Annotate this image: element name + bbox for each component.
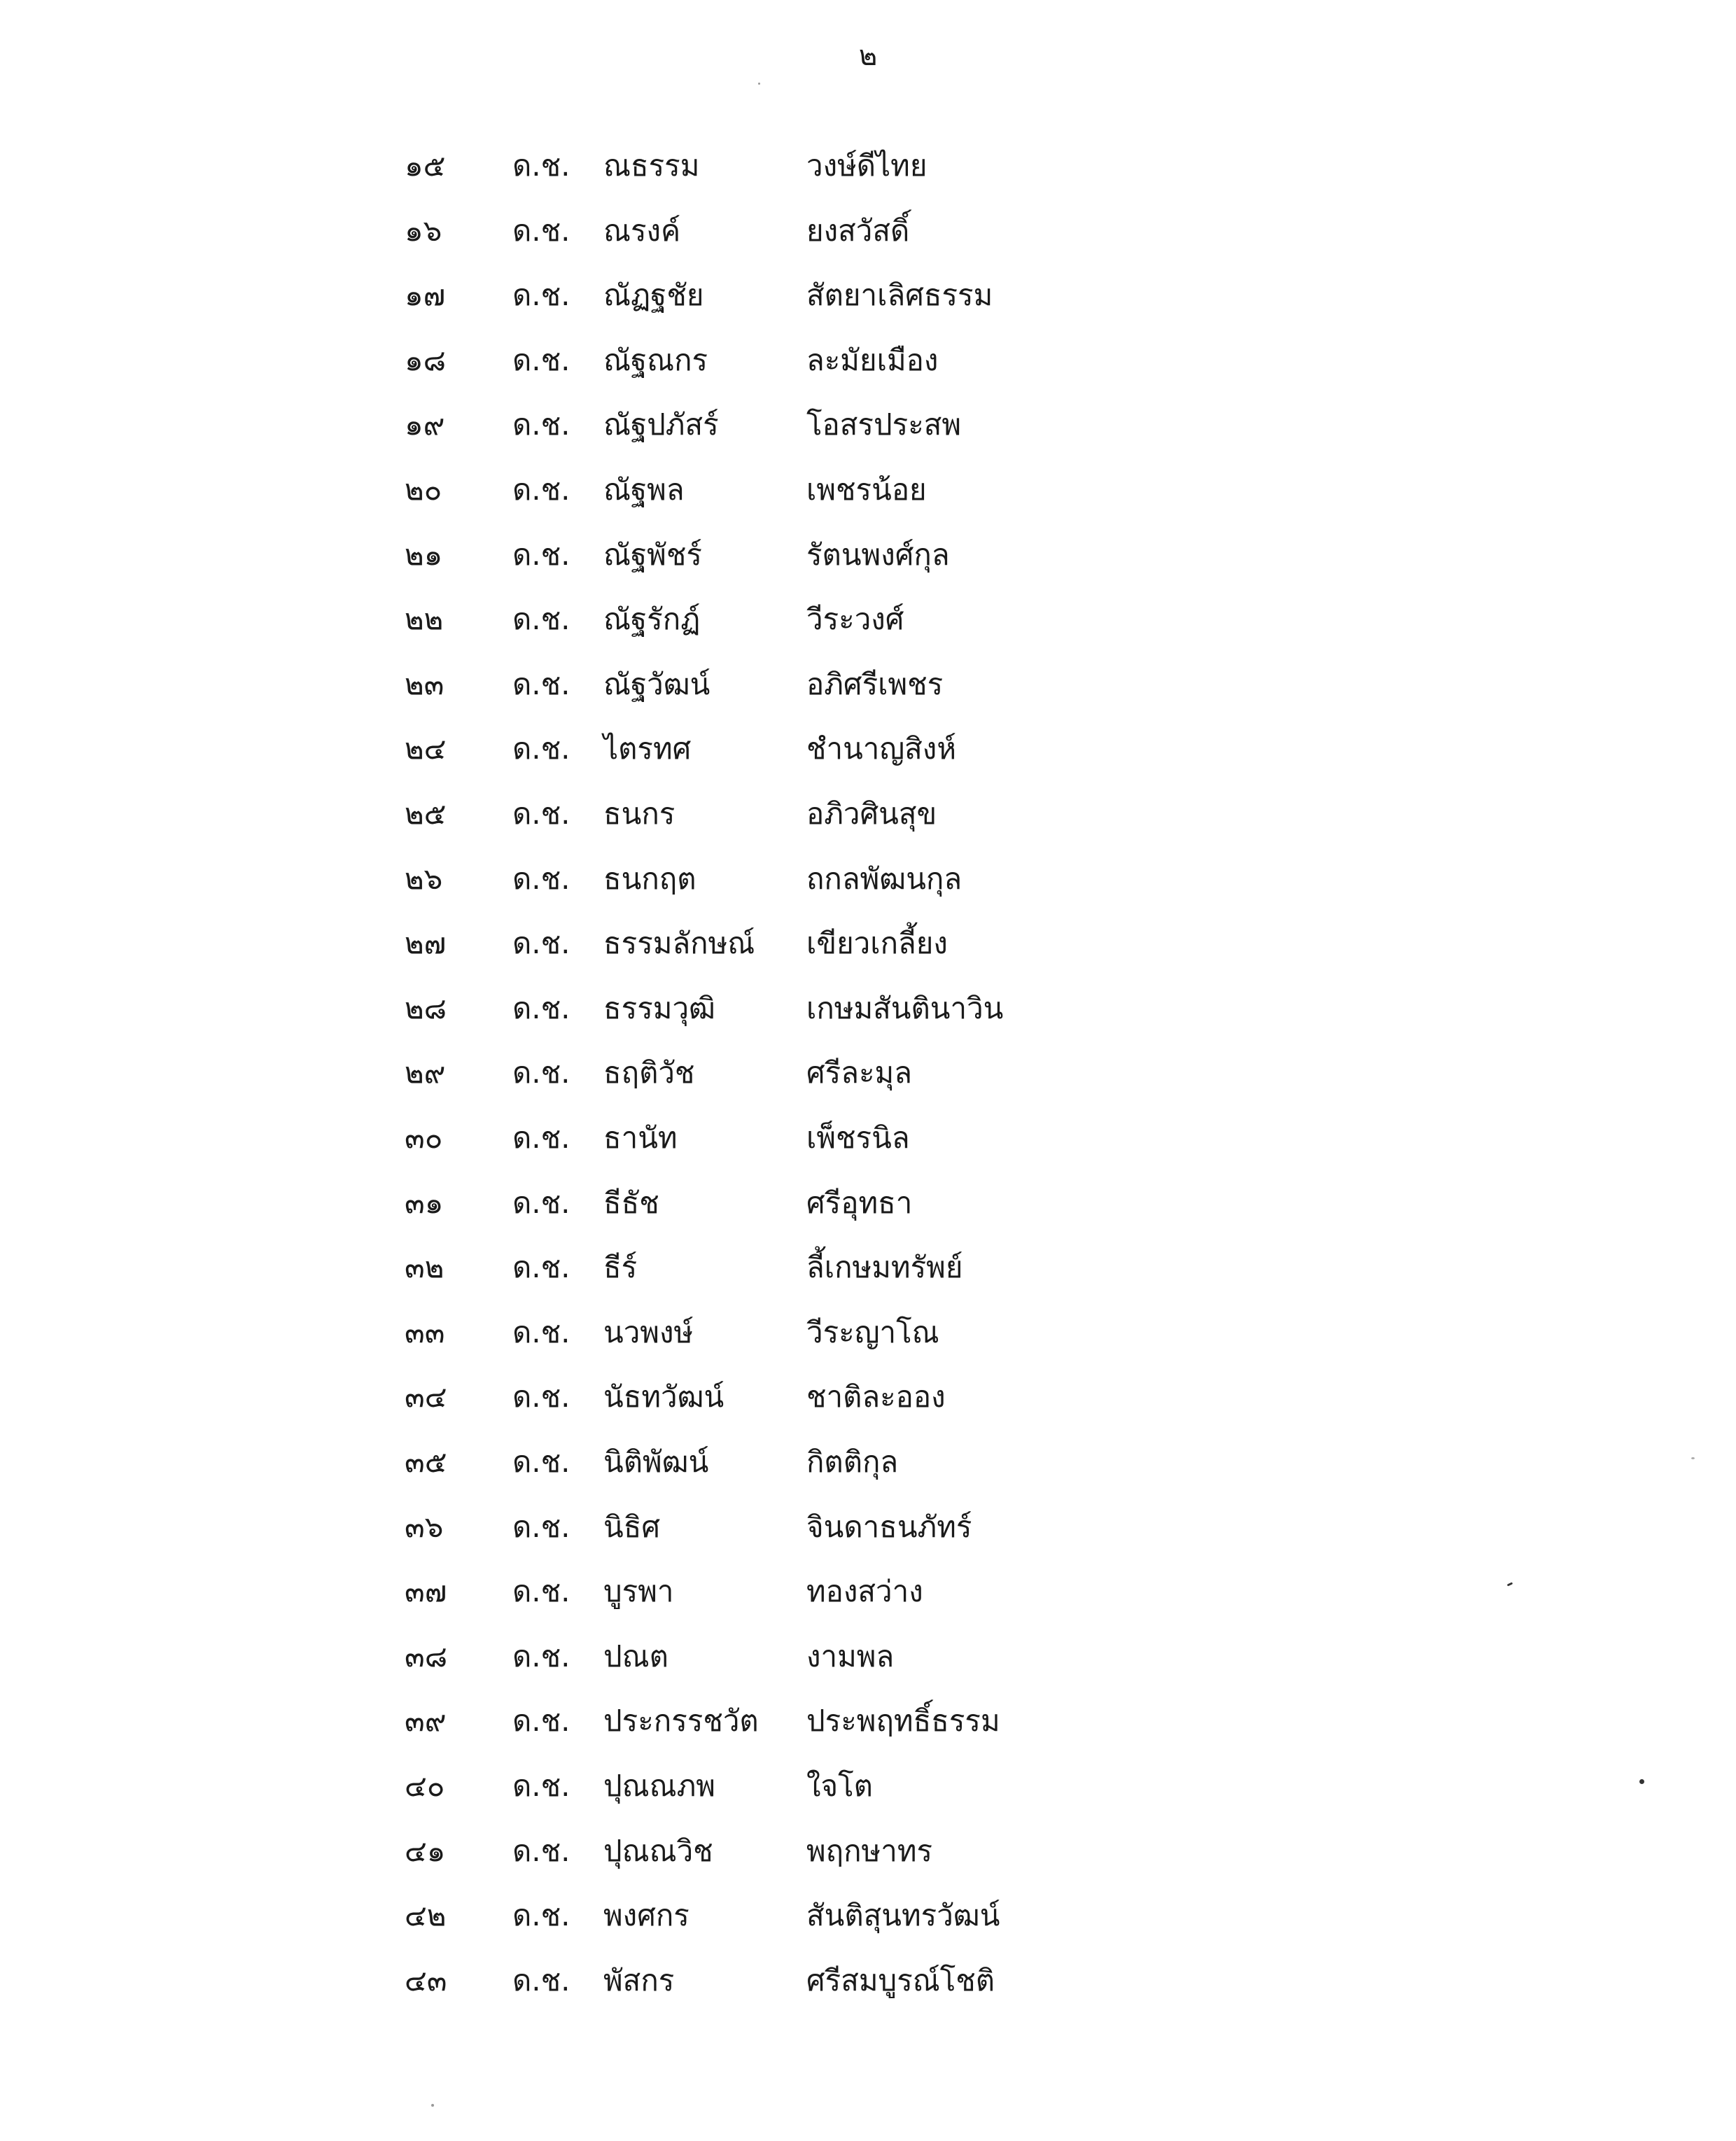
scan-speck: [758, 83, 760, 85]
first-name: ไตรทศ: [603, 731, 692, 766]
first-name: ณัฏฐชัย: [603, 278, 704, 313]
list-item: [0, 138, 1736, 194]
first-name: พงศกร: [603, 1898, 690, 1933]
first-name: ธรรมวุฒิ: [603, 990, 715, 1025]
entry-number: ๒๐: [405, 472, 442, 507]
first-name: ณัฐปภัสร์: [603, 407, 719, 442]
entry-number: ๑๕: [405, 148, 446, 183]
first-name: นัธทวัฒน์: [603, 1380, 724, 1415]
name-prefix: ด.ช.: [512, 537, 570, 572]
name-prefix: ด.ช.: [512, 926, 570, 961]
list-item: [0, 1110, 1736, 1166]
list-item: [0, 1499, 1736, 1555]
list-item: [0, 657, 1736, 713]
first-name: พัสกร: [603, 1963, 675, 1998]
entry-number: ๒๖: [405, 861, 443, 896]
entry-number: ๒๙: [405, 1055, 446, 1090]
list-item: [0, 1175, 1736, 1231]
name-prefix: ด.ช.: [512, 1055, 570, 1090]
entry-number: ๓๒: [405, 1250, 444, 1285]
last-name: ทองสว่าง: [806, 1574, 923, 1609]
first-name: ปณต: [603, 1638, 668, 1673]
last-name: รัตนพงศ์กุล: [806, 537, 950, 572]
entry-number: ๒๕: [405, 796, 447, 831]
list-item: [0, 721, 1736, 777]
entry-number: ๒๘: [405, 990, 447, 1025]
entry-number: ๓๑: [405, 1185, 444, 1220]
list-item: [0, 527, 1736, 583]
last-name: พฤกษาทร: [806, 1833, 933, 1868]
name-prefix: ด.ช.: [512, 990, 570, 1025]
name-prefix: ด.ช.: [512, 1314, 570, 1349]
first-name: ธานัท: [603, 1121, 678, 1155]
last-name: ศรีอุทธา: [806, 1185, 913, 1220]
list-item: [0, 915, 1736, 971]
name-prefix: ด.ช.: [512, 1704, 570, 1739]
first-name: ณัฐรักฏ์: [603, 602, 701, 637]
list-item: [0, 1240, 1736, 1296]
first-name: ณรงค์: [603, 213, 681, 248]
entry-number: ๒๒: [405, 602, 444, 637]
entry-number: ๒๑: [405, 537, 443, 572]
name-prefix: ด.ช.: [512, 1380, 570, 1415]
last-name: อภิวศินสุข: [806, 796, 937, 831]
name-prefix: ด.ช.: [512, 213, 570, 248]
entry-number: ๓๘: [405, 1638, 448, 1673]
list-item: [0, 786, 1736, 842]
last-name: ชำนาญสิงห์: [806, 731, 956, 766]
name-prefix: ด.ช.: [512, 1963, 570, 1998]
first-name: ธรรมลักษณ์: [603, 926, 755, 961]
first-name: ธนกร: [603, 796, 676, 831]
first-name: บูรพา: [603, 1574, 674, 1609]
entry-number: ๒๔: [405, 731, 447, 766]
last-name: งามพล: [806, 1638, 895, 1673]
first-name: ธีธัช: [603, 1185, 659, 1220]
list-item: [0, 462, 1736, 518]
list-item: [0, 1953, 1736, 2009]
name-prefix: ด.ช.: [512, 1509, 570, 1544]
entry-number: ๓๕: [405, 1445, 447, 1479]
first-name: นิติพัฒน์: [603, 1445, 709, 1479]
list-item: [0, 1305, 1736, 1361]
entry-number: ๓๗: [405, 1574, 447, 1609]
last-name: อภิศรีเพชร: [806, 666, 944, 701]
name-prefix: ด.ช.: [512, 1898, 570, 1933]
page-number: ๒: [858, 40, 878, 72]
last-name: วงษ์ดีไทย: [806, 148, 927, 183]
last-name: วีระญาโณ: [806, 1314, 939, 1349]
last-name: สัตยาเลิศธรรม: [806, 278, 993, 313]
last-name: โอสรประสพ: [806, 407, 962, 442]
first-name: ธีร์: [603, 1250, 638, 1285]
list-item: [0, 267, 1736, 323]
entry-number: ๓๙: [405, 1704, 447, 1739]
list-item: [0, 1693, 1736, 1749]
scan-speck: [431, 2104, 434, 2107]
first-name: ธนกฤต: [603, 861, 696, 896]
first-name: นิธิศ: [603, 1509, 661, 1544]
entry-number: ๒๗: [405, 926, 447, 961]
first-name: ประกรรชวัต: [603, 1704, 759, 1739]
scan-speck: [1639, 1779, 1644, 1784]
entry-number: ๓๔: [405, 1380, 447, 1415]
list-item: [0, 332, 1736, 388]
list-item: [0, 1758, 1736, 1814]
last-name: วีระวงศ์: [806, 602, 904, 637]
scan-speck: [1691, 1457, 1695, 1459]
list-item: [0, 1564, 1736, 1620]
name-prefix: ด.ช.: [512, 666, 570, 701]
entry-number: ๑๙: [405, 407, 445, 442]
list-item: [0, 1045, 1736, 1101]
list-item: [0, 1629, 1736, 1685]
entry-number: ๓๖: [405, 1509, 444, 1544]
name-prefix: ด.ช.: [512, 1250, 570, 1285]
first-name: นวพงษ์: [603, 1314, 694, 1349]
last-name: ถกลพัฒนกุล: [806, 861, 962, 896]
last-name: ชาติละออง: [806, 1380, 946, 1415]
entry-number: ๔๑: [405, 1833, 446, 1868]
name-prefix: ด.ช.: [512, 1638, 570, 1673]
name-prefix: ด.ช.: [512, 1445, 570, 1479]
entry-number: ๔๐: [405, 1769, 445, 1803]
first-name: ณัฐณกร: [603, 342, 708, 377]
last-name: ยงสวัสดิ์: [806, 213, 910, 248]
last-name: ศรีสมบูรณ์โชติ: [806, 1963, 995, 1998]
name-prefix: ด.ช.: [512, 796, 570, 831]
name-prefix: ด.ช.: [512, 1833, 570, 1868]
first-name: ณัฐพล: [603, 472, 685, 507]
name-prefix: ด.ช.: [512, 148, 570, 183]
name-prefix: ด.ช.: [512, 1121, 570, 1155]
name-prefix: ด.ช.: [512, 472, 570, 507]
last-name: สันติสุนทรวัฒน์: [806, 1898, 1000, 1933]
name-prefix: ด.ช.: [512, 278, 570, 313]
first-name: ณัฐพัชร์: [603, 537, 702, 572]
list-item: [0, 397, 1736, 453]
first-name: ปุณณวิช: [603, 1833, 713, 1868]
last-name: ใจโต: [806, 1769, 873, 1803]
last-name: เขียวเกลี้ยง: [806, 926, 948, 961]
last-name: เพ็ชรนิล: [806, 1121, 910, 1155]
entry-number: ๑๗: [405, 278, 446, 313]
name-prefix: ด.ช.: [512, 861, 570, 896]
entry-number: ๓๐: [405, 1121, 443, 1155]
last-name: เกษมสันตินาวิน: [806, 990, 1004, 1025]
last-name: เพชรน้อย: [806, 472, 927, 507]
last-name: จินดาธนภัทร์: [806, 1509, 972, 1544]
last-name: ละมัยเมือง: [806, 342, 939, 377]
entry-number: ๑๖: [405, 213, 442, 248]
first-name: ปุณณภพ: [603, 1769, 715, 1803]
entry-number: ๒๓: [405, 666, 444, 701]
first-name: ณธรรม: [603, 148, 700, 183]
list-item: [0, 591, 1736, 647]
list-item: [0, 203, 1736, 259]
last-name: ประพฤทธิ์ธรรม: [806, 1704, 1000, 1739]
list-item: [0, 981, 1736, 1037]
name-prefix: ด.ช.: [512, 731, 570, 766]
name-prefix: ด.ช.: [512, 1769, 570, 1803]
list-item: [0, 1434, 1736, 1490]
name-prefix: ด.ช.: [512, 407, 570, 442]
list-item: [0, 1369, 1736, 1425]
last-name: กิตติกุล: [806, 1445, 899, 1479]
first-name: ณัฐวัฒน์: [603, 666, 710, 701]
entry-number: ๔๒: [405, 1898, 447, 1933]
list-item: [0, 1823, 1736, 1879]
entry-number: ๓๓: [405, 1314, 445, 1349]
name-prefix: ด.ช.: [512, 1185, 570, 1220]
name-prefix: ด.ช.: [512, 342, 570, 377]
name-prefix: ด.ช.: [512, 1574, 570, 1609]
entry-number: ๔๓: [405, 1963, 447, 1998]
name-prefix: ด.ช.: [512, 602, 570, 637]
list-item: [0, 1888, 1736, 1944]
list-item: [0, 851, 1736, 907]
last-name: ศรีละมุล: [806, 1055, 912, 1090]
first-name: ธฤติวัช: [603, 1055, 695, 1090]
last-name: ลี้เกษมทรัพย์: [806, 1250, 963, 1285]
entry-number: ๑๘: [405, 342, 447, 377]
